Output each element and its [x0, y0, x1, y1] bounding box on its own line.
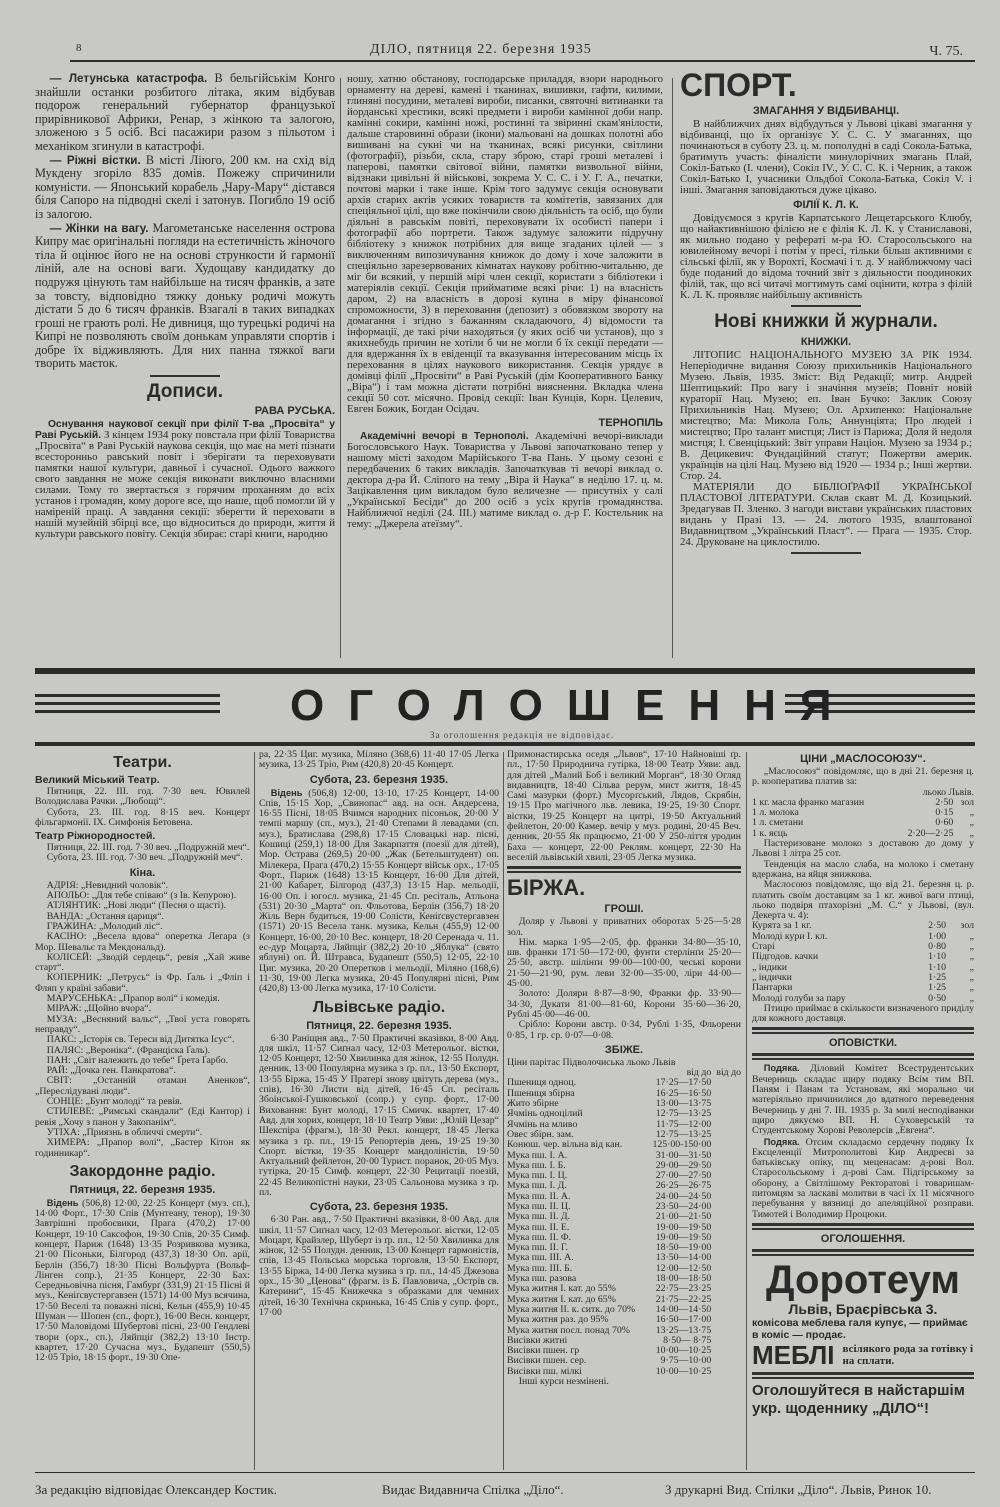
item-label: 1 кг. масла франко магазин [752, 796, 865, 808]
paragraph-text: В бельгійськім Конго знайшли останки розбитого літака, яким відбував подорож генеральний губернатор французької прирівникової Африки, Ренар, з жінкою та залогою, зложеною з 5 осіб. Всі пасажири разом з пільотом і механіком згинули в катастрофі. [35, 71, 335, 153]
item-price: зол [960, 920, 974, 932]
section-heading: СПОРТ. [680, 67, 797, 103]
paragraph [507, 1377, 741, 1387]
paragraph-text: АПОЛЬО: „Для тебе співаю“ (з Ів. Кепурою). [46, 890, 237, 902]
header-cell: від до [716, 1067, 741, 1079]
paragraph [752, 767, 974, 788]
paragraph [35, 973, 250, 994]
section-heading: БІРЖА. [507, 875, 586, 901]
item-price: 1·00 [928, 930, 947, 942]
item-label: Старі [752, 941, 775, 953]
paragraph [507, 1020, 741, 1041]
section-heading: Нові книжки й журнали. [714, 311, 938, 332]
paragraph-lead: — Летунська катастрофа. [49, 72, 208, 85]
paragraph-text: УТІХА: „Приязнь в обличчі смерти“. [46, 1126, 203, 1138]
item-price: 31·00—31·50 [655, 1149, 712, 1161]
sport-books-column [680, 68, 972, 558]
item-price: 23·50—24·00 [655, 1200, 712, 1212]
section-heading: КНИЖКИ. [800, 336, 852, 348]
item-price: 22·75—23·25 [655, 1283, 712, 1295]
item-label: Висівки пшен. сер. [507, 1355, 587, 1367]
paragraph-text: АТЛЯНТИК: „Нові люди“ (Песня о щасті). [46, 900, 227, 912]
footer-publisher: Видає Видавнича Спілка „Діло“. [382, 1482, 564, 1497]
item-label: Підгодов. качки [752, 951, 819, 963]
item-label: 1 к. яєць [752, 827, 788, 839]
item-label: Мука пш. ІІ. Ф. [507, 1231, 572, 1243]
item-label: Мука пш. ІІ. А. [507, 1190, 571, 1202]
issue-number: Ч. 75. [929, 44, 963, 59]
paragraph-text: МУЗА: „Весняний вальс“, „Твої уста говорять неправду“. [35, 1013, 250, 1035]
item-label: Жито збірне [507, 1098, 559, 1110]
ad-furniture-title: МЕБЛІ [752, 1339, 835, 1370]
masthead-date: ДІЛО, пятниця 22. березня 1935 [370, 42, 592, 57]
paragraph-text: В найближчих днях відбудуться у Львові цікаві змагання у відбиванці, що їх організує У. С. С. У змаганнях, що починаються в суботу 23. ц. м. пополудні в саді Сокола-Батька, братимуть участь: фіналісти минулорічних змагань Плай, Сокіл-Батько (І. члени), Сокіл IV., У. С. С. К. і Черник, а також Сокіл-Батько І, учасники Ольдбої Сокола-Батька, Сокіл V. і інші. Змагання заповідаються дуже цікаво. [680, 118, 972, 196]
paragraph-text: ВАНДА: „Остання цариця“. [46, 910, 164, 922]
item-price: 17·25—17·50 [655, 1077, 712, 1089]
paragraph-text: КОЛІСЕЙ: „Зводій сердець“, ревія „Хай живе старт“. [35, 951, 250, 974]
paragraph [35, 1107, 250, 1128]
ad-line: комісова меблева галя купує, — приймає в коміс — продає. [752, 1316, 968, 1341]
double-rule [752, 1372, 974, 1379]
item-price: „ [969, 982, 974, 994]
section-heading: Дописи. [146, 381, 224, 403]
item-label: Висівки житні [507, 1334, 568, 1346]
item-price: 1·25 [928, 971, 947, 983]
item-label: Молоді голуби за пару [752, 992, 846, 1004]
correspondence-column [347, 74, 663, 530]
column-divider [672, 78, 673, 658]
item-price: 12·00—12·50 [655, 1262, 712, 1274]
section-heading: ЗБІЖЕ. [604, 1043, 644, 1056]
paragraph [35, 953, 250, 974]
radio-column [259, 750, 499, 1318]
paragraph-text: Доляр у Львові у приватних оборотах 5·25—5·28 зол. [507, 916, 741, 938]
paragraph-lead: Подяка. [763, 1136, 800, 1147]
ad-call-to-action: Оголошуйтеся в найстаршім укр. щоденнику „ДІЛО“! [752, 1381, 965, 1417]
paragraph-text: МАРУСЕНЬКА: „Прапор волі“ і комедія. [46, 993, 220, 1005]
paragraph-text: Срібло: Корони австр. 0·34, Рублі 1·35, Фльорени 0·85, 1 гр. ср. 0·07—0·08. [507, 1019, 741, 1041]
item-price: 13·00—13·75 [655, 1098, 712, 1110]
section-heading: Субота, 23. березня 1935. [309, 773, 449, 786]
item-label: Пшениця збірна [507, 1087, 575, 1099]
separator [791, 552, 861, 554]
item-price: 0·15 [935, 807, 954, 819]
item-price: 18·50—19·00 [655, 1242, 712, 1254]
paragraph-text: З кінцем 1934 року повстала при філії Товариства „Просвіта“ в Раві Руській наукова секція, що має на меті пізнати всесторонньо равський повіт і зберігати та переховувати памятки нашої культури, давньої і сучасної. Одього важкого свого завдання не може секція виконати виключно власними силами. Тому то звертається з горячим проханням до всіх установ і громадян, кому дороге все, що наше, щоб помогли їй у наміреній праці. А завдання секції: зберегти й переховати в нашій музейній збірці все, що відноситься до природи, життя й культури равського повіту. Секція збирає: старі книги, народню [35, 429, 335, 541]
paragraph-text: ПАКС: „Історія св. Тереси від Дитятка Ісус“. [46, 1034, 235, 1046]
item-price: 1·25 [928, 982, 947, 994]
separator [791, 305, 861, 307]
paragraph-text: АДРІЯ: „Невидний чоловік“. [46, 879, 169, 891]
page-number: 8 [76, 42, 82, 54]
item-price: 12·75—13·25 [655, 1128, 712, 1140]
paragraph-lead: Відень [46, 1197, 79, 1208]
item-label: Мука пш. разова [507, 1273, 577, 1285]
section-heading: Великий Міський Театр. [35, 774, 160, 786]
paragraph-text: Пастеризоване молоко з доставою до дому у Львові 1 літра 25 сот. [752, 838, 974, 860]
paragraph [259, 788, 499, 995]
paragraph-text: Золото: Доляри 8·87—8·90, Франки фр. 33·90—34·30, Дукати 81·00—81·60, Корони 35·60—36·20, Рублі 45·00—46·00. [507, 988, 741, 1020]
item-label: Мука пш. ІІ. Г. [507, 1242, 568, 1254]
section-heading: РАВА РУСЬКА. [254, 405, 335, 418]
paragraph [259, 750, 499, 771]
item-label: Мука житня І. кат. до 55% [507, 1283, 616, 1295]
item-label: „ індики [752, 961, 787, 973]
section-heading: ОПОВІСТКИ. [828, 1037, 898, 1050]
item-label: Конюш. чер. вільна від кан. [507, 1139, 623, 1151]
notices-column [752, 750, 974, 1418]
paragraph-text: (506,8) 12·00, 22·25 Концерт (муз. сп.), 14·00 Форт., 17·30 Спів (Мунтеану, тенор), 19·30 Завтрішні пробоєвики, Прага (470,2) 17·00 Концерт, 19·10 Саксофон, 19·30 Спів, 20·35 Симф. концерт, Париж (1648) 13·35 Розривкова музика, 21·00 Пісоньки, Білгород (437,3) 18·30 Оп. арії, Берлін (356,7) 18·30 Пісні Вольфурта (Вольф-Лінген сопр.), 21·35 Концерт, 22·30 Бах: Середньовічна пісня, Гамбурґ (331,9) 21·15 Пісні й муз., Кеніґсвустергавзен (1571) 14·00 Муз всячина, 17·50 Веселі та поважні пісні, Кельн (455,9) 10·45 Шуман — Шопен (сп., форт.), 16·00 Весн. концерт, 17·50 Маловідомі Шубертові пісні, 23·00 Гендлеві твори (орх., сп.), Ляйпціґ (382,2) 13·10 Інстр. квартет, 17·20 Сучасна муз., Будапешт (550,5) 12·05 Тріо, 18·15 форт., 19·30 Опе- [35, 1197, 250, 1364]
paragraph-text: Довідуємося з кругів Карпатського Лещетарського Клюбу, що найактивнішою філією не є філія К. Л. К. у Станиславові, як мильно подано у рефераті м-ра Ю. Старосольського на ювилейному вечорі і потім у пресі, тільки більш активними є сільські філії, як у Ворохті, Космачі і т. д. У найближчому часі буде поданий до відома точний звіт з діяльности поодиноких філій, так, що всі читачі могтимуть самі оцінити, котра з філій К. Л. К. проявляє найбільшу активність [680, 212, 972, 301]
paragraph [507, 917, 741, 938]
section-heading: Театри. [113, 754, 172, 771]
item-label: Пшениця одноц. [507, 1077, 577, 1089]
paragraph [259, 1034, 499, 1199]
item-price: 1·10 [928, 951, 947, 963]
footer-editor: За редакцію відповідає Олександер Костик. [35, 1482, 277, 1497]
footer-printer: З друкарні Вид. Спілки „Діло“. Львів, Ринок 10. [665, 1482, 932, 1497]
paragraph-text: Отсим складаємо сердечну подяку Їх Ексцеленції Митрополитові Кир Андреєві за батьківську опіку, пц меценасам: д-рові Вол. Старосольському і д-рові Сам. Підгірському за оборону, а Світлішому Ректоратові і товаришам-питомцям за ласкаві молитви в часі їх 11 місячного перебування у вязниці до апеляційної розправи. Тимотей і Володимир Процюки. [752, 1136, 974, 1220]
item-label: Мука пш. І. Д. [507, 1180, 567, 1192]
paragraph-text: В місті Ліюго, 200 км. на схід від Мукдену згоріло 835 домів. Пожежу спричинили комуністи. — Японський корабель „Чару-Мару“ дістався біля Сапоро на підводні скелі і затонув. Погибло 19 осіб із залогою. [35, 152, 335, 221]
paragraph [35, 154, 335, 222]
paragraph-text: Ціни парітас Підволочиська льоко Львів [507, 1056, 676, 1068]
paragraph [35, 72, 335, 154]
item-price: „ [969, 992, 974, 1004]
item-price: 21·00—21·50 [655, 1211, 712, 1223]
section-heading: Кіна. [129, 866, 156, 879]
double-rule [752, 1027, 974, 1034]
paragraph [752, 1137, 974, 1220]
paragraph [680, 482, 972, 548]
item-label: „ індички [752, 971, 792, 983]
paragraph-text: Нім. марка 1·95—2·05, фр. франки 34·80—35·10, шв. франки 171·50—172·00, фунти стерлінґи 25·20—25·50, австр. шілінґи 99·00—100·00, чеські корони 21·50—21·90, рум. леви 32·00—35·00, ліри 44·00—45·00. [507, 936, 741, 990]
paragraph-lead: — Жінки на вагу. [49, 221, 149, 235]
section-heading: ТЕРНОПІЛЬ [598, 417, 663, 429]
item-label: Мука пш. І. Ц. [507, 1170, 568, 1182]
item-label: 1 л. сметани [752, 817, 804, 829]
section-heading: ФІЛІЇ К. Л. К. [793, 199, 859, 211]
item-label: Молоді кури І. кл. [752, 930, 828, 942]
item-price: 14·00—14·50 [655, 1303, 712, 1315]
section-heading: Театр Ріжнородностей. [35, 830, 156, 843]
item-label: Мука житня ІІ. к. ситк. до 70% [507, 1303, 636, 1315]
section-heading: Пятниця, 22. березня 1935. [69, 1183, 216, 1196]
paragraph-text: Тенденція на масло слаба, на молоко і сметану вдержана, на яйця знижкова. [752, 858, 974, 880]
paragraph-text: Магометанське населення острова Кипру має оригінальні погляди на естетичність жіночого тіла й оцінює його не на основі стрункости й гармонії ліній, але на основі ваги. Худощаву кандидатку до подружя цінують там найбільше на тисяч франків, а зате за товсту, відповідно тяжку доньку родичі можуть дістати 5 до 6 тисяч франків. Взагалі в таких випадках гроші не грають ролі. Не дивниця, що турецькі родичі на Кипрі не позволяють своїм донькам управляти спортів і добре їх відживляють. Для них панна тяжкої ваги творить маєток. [35, 220, 335, 371]
dorotheum-advertisement [752, 1259, 974, 1418]
paragraph [752, 839, 974, 860]
item-label: Мука пш. ІІІ. Б. [507, 1262, 573, 1274]
item-price: 27·00—27·50 [655, 1170, 712, 1182]
price-row [507, 1315, 741, 1325]
item-label: Мука пш. ІІ. Ц. [507, 1200, 571, 1212]
paragraph-text: (506,8) 12·00, 13·10, 17·25 Концерт, 14·00 Спів, 15·15 Хор, „Свинопас“ авд. на осн. Андерсена, 16·55 Пісні, 18·05 Вчимся народних пісоньок, 20·00 У темпі маршу (сп., муз.), 21·40 Степами й левадами (сп. муз.), Братислава (298,8) 17·15 Словацькі нар. пісні, Кошиці (259,1) 18·00 Для Закарпаття (поезії для дітей), Мор. Острава (269,5) 20·00 „Жак (Бетельштудент) оп. Мілекера, Прага (470,2) 15·55 Концерт військ орх., 17·05 Форт., Париж (1648) 13·15 Концерт, 16·00 Для дітей, 21·00 Кабарет, Білгород (437,3) 13·15 Нар. мельодії, 16·00 Оп. і югосл. музика, 21·45 Сп. ресіталь, Атльона (531) 20·30 „Марта“ оп. Фльотова, Берлін (356,7) 18·20 Жіль Верн будиться, 19·00 Солісти, Кеніґсвустергавзен (1571) 20·15 Весела танк. музика, Кельн (455,9) 12·00 Концерт, 16·00, 20·10 Вес. концерт, 18·20 Серенада ч. 11. ес-дур Моцарта, Ляйпціґ (382,2) 20·10 „Яблука“ (свято яблуні) оп. Й. Штравса, Будапешт (550,5) 12·05, 22·10 Циг. музика, 20·20 Оперетков і мельодії, Міляно (168,6) 11·30, 19·00 Легка музика, 20·45 Популярні пісні, Рим (420,8) 13·00 Легка музика, 17·10 Солісти. [259, 787, 499, 995]
paragraph [752, 1063, 974, 1136]
paragraph-text: Інші курси незмінені. [518, 1376, 609, 1388]
item-price: 19·00—19·50 [655, 1221, 712, 1233]
item-price: 13·25—13·75 [655, 1324, 712, 1336]
paragraph [35, 808, 250, 829]
item-price: 1·10 [928, 961, 947, 973]
section-heading: Львівське радіо. [312, 998, 446, 1016]
paragraph-text: Маслосоюз повідомляє, що від 21. березня ц. р. платить своїм доставцям за 1 кг. живої ваги птиці, льоко подвіря птахорізні „М. С.“ у Львові, (вул. Декерта ч. 4): [752, 879, 974, 922]
paragraph [35, 853, 250, 863]
exchange-column [507, 750, 741, 1387]
paragraph-lead: Академічні вечорі в Тернополі. [359, 431, 529, 442]
section-heading: ОГОЛОШЕННЯ. [820, 1232, 906, 1245]
price-table [752, 798, 974, 839]
footer-rule [35, 1472, 975, 1473]
item-price: 16·25—16·50 [655, 1087, 712, 1099]
paragraph [35, 1076, 250, 1097]
paragraph-text: Академічні вечорі-виклади Богословського Наук. Товариства у Львові започатковано тепер у нашому місті заходом Марійського Т-ва Пань. У цьому сезоні є передбачених 6 таких викладів. Започаткував ті вечорі виклад о. дектора д-ра Й. Сліпого на тему „Віра й Наука“ в неділю 17. ц. м. Зацікавлення цим викладом було величезне — присутніх у салі „Української Бесіди“ до 200 осіб з усіх кругів громадянства. Найближчої неділі (24. III.) матиме виклад о. д-р Г. Костельник на тему: „Джерела атеїзму“. [347, 430, 663, 530]
double-rule [507, 866, 741, 873]
paragraph-text: МІРАЖ: „Щойно вчора“. [46, 1003, 152, 1015]
item-price: „ [969, 817, 974, 829]
paragraph-text: ношу, хатню обстанову, господарське приладдя, взори народнього орнаменту на дереві, камені і тканинах, вишивки, гафти, килими, глиняні посудини, металеві вироби, писанки, святочні витинанки та йорданські хрестики, всякі предмети і вироби камінної доби напр. камінні сокири, камінні ножі, ростинні та звіринні скам'янілости, дальше старовинні образи (ікони) мальовані на дошках полотні або вишивані на сукні чи на тканинах, всякі рисунки, світлини (фотографії), різьби, скла, стару зброю, старі гроші металеві і паперові, памятки світової війни, памятки визвольної війни, відзнаки цивільні й військові, зокрема У. С. С. і У. Г. А., печатки, почтові марки і таке інше. Крім того задумує секція основувати архів старих актів усяких товариств та комітетів, завязаних для спеціяльної цілі, що вже покінчили свою діяльність та осіб, що були діяльні в равськім повіті, переховувати їх особисті папери і фотографії або портрети. Також задумує заложити підручну бібліотеку з книжок потрібних для вище згаданих цілей — з виключенням випозичування книжок до дому і хоче заложити в спеціяльно зарезервованих кімнатах наукову робітню-читальню, де міг би всякий, у першій мірі член секції, користати з бібліотеки і матеріялів секції. Секція прийматиме всякі річи: 1) на власність даром, 2) на власність в дорозі купна в міру фінансової спроможности, 3) в переховання (депозит) з обовязком звороту на домагання і згідно з бажанням складаючого, 4) відомости та інформації, де такі річи находяться (у яких осіб чи установ), що з якихнебудь причин не хотіли б чи не могли б їх секції передати — для вдержання їх в евіденції та вказування інтересованим місць їх переховання в цілях наукового використання. Секція урядує в домівці філії „Просвіти“ в Раві Руській (дім Кооперативного Банку „Віра“) і там можна дістати потрібні вияснення. Вкладка члена секції 50 сот. місячно. Провід секції: Іван Кунців, Корн. Целевич, Евген Божик, Богдан Осідач. [347, 73, 663, 415]
double-rule [752, 1223, 974, 1230]
paragraph-text: 6·30 Ран. авд., 7·50 Практичні вказівки, 8·00 Авд. для шкіл, 11·57 Сиґнал часу, 12·03 Метерольоґ. вістки, 12·05 Моцарт, Крайзлер, Шуберт із ґр. пл., 12·50 Хвилинка для жінок, 12·55 Полудн. денник, 13·00 Концерт гармоністів, спів, 13·45 Польська морська торговля, 13·50 Експорт, 13·55 Біржа, 14·00 Легка музика з ґр. пл., 14·45 Джезова орх., 15·30 „Ценова“ (фрагм. із Б. Павловича, „Острів св. Катерини“, 15·45 Книжечка з образками для чемних дітей, 16·30 Технічна скринька, 16·45 Спів у супр. форт., 17·00 [259, 1214, 499, 1318]
item-price: 9·75—10·00 [660, 1355, 712, 1367]
paragraph [752, 880, 974, 921]
item-label: Ячмінь на мливо [507, 1118, 578, 1130]
item-price: 19·00—19·50 [655, 1231, 712, 1243]
item-label: Пантарки [752, 982, 793, 994]
price-row [507, 1140, 741, 1150]
paragraph [507, 938, 741, 989]
item-label: Мука пш. ІІ. Е. [507, 1221, 570, 1233]
paragraph-text: СОНЦЕ: „Бунт молоді“ та ревія. [46, 1096, 182, 1108]
section-heading: ЦІНИ „МАСЛОСОЮЗУ“. [800, 753, 926, 765]
paragraph-text: Діловий Комітет Всеструдентських Вечерниць складає щиру подяку Всім тим ВП. Паням і Панам та Установам, які морально чи матеріяльно причинилися до вдатного переведення Вечерниць у дні 7. III. 1935 р. За милі несподіванки щиро дякуємо ВП. Н. Суховерській та Студентському Хорові Револерсів „Евгена“. [752, 1063, 974, 1137]
news-column [35, 72, 335, 540]
paragraph [35, 787, 250, 808]
item-label: 1 л. молока [752, 807, 799, 819]
paragraph [35, 419, 335, 540]
item-price: 0·60 [935, 817, 954, 829]
paragraph-text: РАЙ: „Дочка ген. Панкратова“. [46, 1065, 176, 1077]
item-price: 13·50—14·00 [655, 1252, 712, 1264]
header-rule [70, 60, 975, 62]
item-price: 8·50— 8·75 [663, 1334, 712, 1346]
paragraph-lead: Відень [270, 787, 303, 798]
section-heading: Пятниця, 22. березня 1935. [306, 1019, 452, 1032]
column-divider [746, 752, 747, 1470]
ad-address: Львів, Браєрівська 3. [788, 1300, 938, 1317]
paragraph-text: ПАН: „Світ належить до тебе“ Ґрета Ґарбо. [46, 1054, 229, 1066]
paragraph-text: ГРАЖИНА: „Молодий ліс“. [46, 920, 163, 932]
paragraph [35, 1198, 250, 1364]
page-header [70, 40, 975, 60]
paragraph-text: МАТЕРІЯЛИ ДО БІБЛІОҐРАФІЇ УКРАЇНСЬКОЇ ПЛАСТОВОЇ ЛІТЕРАТУРИ. Склав скавт М. Д. Козицький. Зредагував П. Зленко. З нагоди вистави українських пластових видань у Празі 13. — 24. лютого 1935, влаштованої Видавництвом „Український Пласт“. — Прага — 1935. Стор. 24. Друковане на циклостилю. [680, 481, 972, 548]
column-divider [340, 78, 341, 658]
paragraph-text: Субота, 23. III. год. 7·30 веч. „Подружній меч“. [46, 852, 243, 864]
item-label: Курята за 1 кг. [752, 920, 812, 932]
item-label: Мука житня раз. до 95% [507, 1314, 609, 1326]
item-price: 18·00—18·50 [655, 1273, 712, 1285]
item-price: 16·50—17·00 [655, 1314, 712, 1326]
paragraph-text: ра, 22·35 Циг. музика, Міляно (368,6) 11·40 17·05 Легка музика, 13·25 Тріо, Рим (420,8) 20·45 Концерт. [259, 749, 499, 771]
paragraph [507, 750, 741, 863]
paragraph-text: льоко Львів. [922, 786, 974, 798]
item-label: Мука пш. І. Б. [507, 1159, 566, 1171]
item-label: Мука пш. ІІІ. А. [507, 1252, 574, 1264]
paragraph [259, 1215, 499, 1318]
section-heading: ЗМАГАННЯ У ВІДБИВАНЦІ. [752, 105, 900, 117]
paragraph-lead: — Ріжні вістки. [49, 153, 141, 167]
item-label: Ячмінь одноцілий [507, 1108, 583, 1120]
item-label: Висівки пш. мілкі [507, 1365, 582, 1377]
item-label: Мука житня І. кат. до 65% [507, 1293, 616, 1305]
paragraph-text: 6·30 Раніщня авд., 7·50 Практичні вказівки, 8·00 Авд. для шкіл, 11·57 Сиґнал часу, 12·03 Метерольоґ. вістки, 12·05 Концерт, 12·50 Хвилинка для жінок, 12·55 Полудн. денник, 13·00 Популярна музика з ґр. пл., 13·50 Експорт, 13·55 Біржа, 15·45 У Пратері знову цвітуть дерева (муз., спів), 16·30 Листи від дітей, 16·45 Сп. ресіталь Збоінської-Гушковської (сопр.) у супр. форт., 17·00 Виховання: Бунт молоді, 17·15 Смичк. квартет, 17·40 Авд. для хорих, концерт, 18·10 Театр Уяви: „Юлій Цезар“ Шекспіра (фрагм.), 18·30 Рекл. концерт, 18·45 Легка музика з ґр. пл., 19·15 Репортерів день, 19·25 19·30 Спорт. вістки, 19·35 Концерт мандоліністів, 19·50 Актуальний фейлетон, 20·00 Турист. поранок, 20·05 Муз. гутірка, 20·15 Симф. концерт, 22·30 Рецитації поезій, 22·45 Великопістні науки, 23·05 Сальонова музика з ґр. пл. [259, 1032, 499, 1198]
item-price: „ [969, 930, 974, 942]
separator [150, 375, 220, 377]
paragraph [680, 213, 972, 301]
paragraph [507, 989, 741, 1020]
double-rule [752, 1249, 974, 1256]
paragraph-text: Субота, 23. III. год. 8·15 веч. Концерт фільгармонії. IX. Симфонія Бетовена. [35, 806, 250, 828]
banner-disclaimer: За оголошення редакція не відповідає. [430, 730, 615, 740]
price-table [507, 1068, 741, 1377]
paragraph-text: ЛІТОПИС НАЦІОНАЛЬНОГО МУЗЕЮ ЗА РІК 1934. Неперіодичне видання Союзу прихильників Національного Музею. Львів, 1935. Зміст: Від Редакції; митр. Андрей Шептицький: Про вагу і значіння музеїв; Повніт новій кураторії Нац. Музею; еп. Іван Бучко: Заклик Союзу Прихильників Нац. Музею; Ол. Архипенко: Національне мистецтво; Ма: Микола Голь; Аннунціята; Про людей і мистецтво; Про талант мистця; Лист із Парижа; Доля й недоля мистця; І. Свенціцький: Звіт управи Націон. Музею за 1934 р.; В. Децикевич: Фундаційний статут; Пожертви америк. українців на цілі Нац. Музею від 1920 — 1934 р.; Інші жертви. Стор. 24. [680, 349, 972, 482]
item-price: 0·80 [928, 941, 947, 953]
paragraph [752, 860, 974, 881]
ad-name: Доротеум [766, 1257, 960, 1302]
item-price: 11·75—12·00 [656, 1118, 712, 1130]
paragraph-text: Птицю приймає в скількости визначеного приділу для кожного доставця. [752, 1002, 974, 1025]
paragraph [347, 431, 663, 530]
double-rule [752, 1053, 974, 1060]
paragraph-text: КАСІНО: „Весела вдова“ оперетка Легара (з Мор. Шевальє та Мекдональд). [35, 931, 250, 953]
column-divider [503, 752, 504, 1470]
item-price: 26·25—26·75 [655, 1180, 712, 1192]
item-price: 21·75—22·25 [655, 1293, 712, 1305]
price-table [752, 921, 974, 1003]
item-price: 12·75—13·25 [655, 1108, 712, 1120]
theatre-radio-column [35, 750, 250, 1364]
paragraph-text: СВІТ: „Останній отаман Аненков“, „Переслідувані люди“. [35, 1075, 250, 1097]
paragraph [35, 1015, 250, 1036]
paragraph-text: „Маслосоюз“ повідомляє, що в дні 21. березня ц. р. кооператива платив за: [752, 766, 974, 788]
paragraph-text: Пятниця, 22. III. год. 7·30 веч. „Подружній меч“. [46, 842, 250, 854]
item-price: 0·50 [928, 992, 947, 1004]
item-price: „ [969, 827, 974, 839]
item-price: 24·00—24·50 [655, 1190, 712, 1202]
section-heading: ГРОШІ. [604, 903, 644, 916]
item-price: „ [969, 941, 974, 953]
paragraph [35, 1138, 250, 1159]
paragraph [35, 222, 335, 372]
item-price: зол [960, 796, 974, 808]
item-price: 10·00—10·25 [655, 1365, 712, 1377]
paragraph-lead: Подяка. [763, 1063, 800, 1074]
paragraph [347, 74, 663, 415]
item-price: „ [969, 961, 974, 973]
item-price: 2·50 [935, 796, 954, 808]
item-price: 2·20—2·25 [907, 827, 954, 839]
item-price: 125·00-150·00 [652, 1139, 712, 1151]
item-price: „ [969, 951, 974, 963]
section-heading: Закордонне радіо. [69, 1162, 216, 1180]
item-price: 10·00—10·25 [655, 1345, 712, 1357]
ad-furniture-sub: всілякого рода за готівку і на сплати. [842, 1342, 974, 1367]
paragraph-text: Пятниця, 22. III. год. 7·30 веч. Ювилей Володислава Рачки. „Любощі“. [35, 786, 250, 808]
section-heading: Субота, 23. березня 1935. [309, 1201, 449, 1214]
paragraph-text: ПАЛЯС: „Вероніка“. (Франціска Ґаль). [46, 1044, 211, 1056]
item-label: Овес збірн. зам. [507, 1128, 574, 1140]
item-price: 29·00—29·50 [655, 1159, 712, 1171]
paragraph [752, 1004, 974, 1025]
price-row [752, 983, 974, 993]
item-price: „ [969, 807, 974, 819]
paragraph-lead: Оснування наукової секції при філії Т-ва „Просвіта“ у Раві Руській. [35, 419, 335, 442]
item-label: Висівки пшен. гр [507, 1345, 580, 1357]
column-divider [254, 752, 255, 1470]
paragraph-text: СТИЛЕВЕ: „Римські скандали“ (Еді Кантор) і ревія „Хочу з панон у Закопанім“. [35, 1106, 250, 1128]
header-cell: від до [686, 1067, 712, 1079]
item-price: 2·50 [928, 920, 947, 932]
paragraph [35, 932, 250, 953]
item-label: Мука житня посл. понад 70% [507, 1324, 630, 1336]
paragraph-text: КОПЕРНИК: „Петрусь“ із Фр. Ґаль і „Фліп і Фляп у країні забави“. [35, 972, 250, 994]
ad-furniture [752, 1341, 974, 1369]
banner-title: ОГОЛОШЕННЯ [290, 681, 856, 730]
paragraph [680, 119, 972, 196]
paragraph [680, 350, 972, 482]
item-price: „ [969, 971, 974, 983]
item-label: Мука пш. І. А. [507, 1149, 568, 1161]
announcements-banner [35, 668, 975, 746]
paragraph-text: ХИМЕРА: „Прапор волі“, „Бастер Кітон як годинникар“. [35, 1137, 250, 1159]
paragraph-text: Примонастирська оседя „Львов“, 17·10 Найновіші ґр. пл., 17·50 Природнича гутірка, 18·00 Театр Уяви: авд. для дітей „Малий Боб і великий Морган“, 18·30 Огляд видавництв, 18·40 Сільва рерум, мист життя, 18·45 Самі мазурки (форт.) Мусорґський, Лядов, Скрябін, 19·15 Про магічного льв. левика, 19·25, 19·30 Спорт. вістки, 19·25 Концерт на цитрі, 19·50 Актуальний фейлетон, 20·00 Камер. вечір у муз. родині, 20·45 Веч. денник, 20·55 Як працюємо, 21·00 У 250-ліття уродин Баха — концерт, 22·00 Реклям. концерт, 22·30 На веселій львівській хвилі, 23·05 Легка музика. [507, 749, 741, 863]
item-label: Мука пш. ІІ. Д. [507, 1211, 571, 1223]
